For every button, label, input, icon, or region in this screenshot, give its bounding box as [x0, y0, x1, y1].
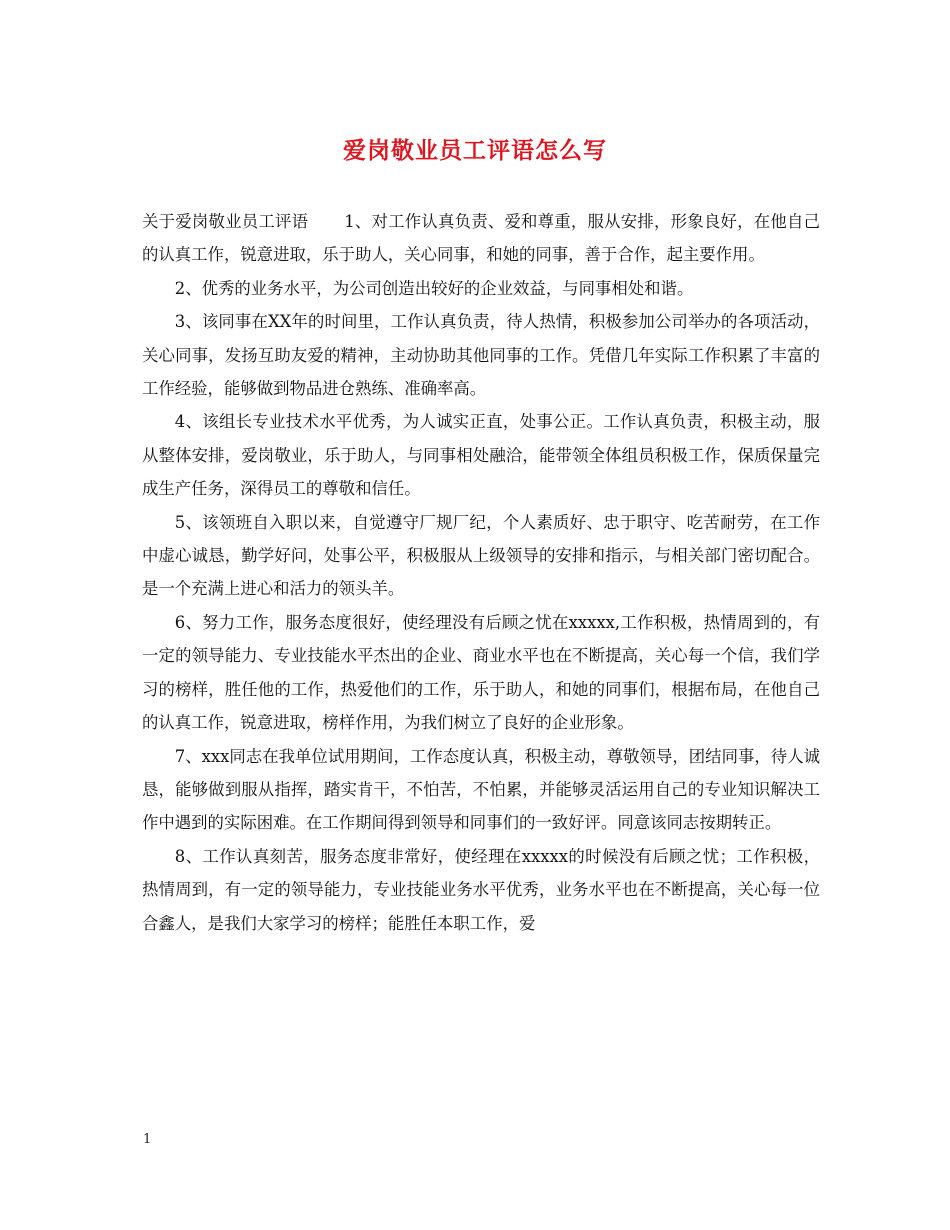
paragraph-4: 4、该组长专业技术水平优秀，为人诚实正直，处事公正。工作认真负责，积极主动，服从整体安排，爱岗敬业，乐于助人，与同事相处融洽，能带领全体组员积极工作，保质保量完成生产任务，深得员工的尊敬和信任。 [142, 412, 820, 499]
lead-paragraph [142, 205, 820, 272]
paragraph-6: 6、努力工作，服务态度很好，使经理没有后顾之忧在xxxxx,工作积极，热情周到的，有一定的领导能力、专业技能水平杰出的企业、商业水平也在不断提高，关心每一个信，我们学习的榜样，胜任他的工作，热爱他们的工作，乐于助人，和她的同事们，根据布局，在他自己的认真工作，锐意进取，榜样作用，为我们树立了良好的企业形象。 [142, 612, 820, 733]
paragraph-8: 8、工作认真刻苦，服务态度非常好，使经理在xxxxx的时候没有后顾之忧；工作积极，热情周到，有一定的领导能力，专业技能业务水平优秀，业务水平也在不断提高，关心每一位合鑫人，是我们大家学习的榜样；能胜任本职工作，爱 [142, 846, 820, 933]
paragraph-5: 5、该领班自入职以来，自觉遵守厂规厂纪，个人素质好、忠于职守、吃苦耐劳，在工作中虚心诚恳，勤学好问，处事公平，积极服从上级领导的安排和指示，与相关部门密切配合。是一个充满上进心和活力的领头羊。 [142, 512, 820, 599]
paragraph-3: 3、该同事在XX年的时间里，工作认真负责，待人热情，积极参加公司举办的各项活动，关心同事，发扬互助友爱的精神，主动协助其他同事的工作。凭借几年实际工作积累了丰富的工作经验，能够做到物品进仓熟练、准确率高。 [142, 312, 820, 399]
paragraph-7: 7、xxx同志在我单位试用期间，工作态度认真，积极主动，尊敬领导，团结同事，待人诚恳，能够做到服从指挥，踏实肯干，不怕苦，不怕累，并能够灵活运用自己的专业知识解决工作中遇到的实际困难。在工作期间得到领导和同事们的一致好评。同意该同志按期转正。 [142, 746, 820, 833]
document-body [142, 205, 820, 940]
page-number: 1 [143, 1132, 152, 1147]
paragraph-2: 2、优秀的业务水平，为公司创造出较好的企业效益，与同事相处和谐。 [174, 278, 694, 298]
lead-label: 关于爱岗敬业员工评语 [142, 212, 309, 231]
lead-text: 1、对工作认真负责、爱和尊重，服从安排，形象良好，在他自己的认真工作，锐意进取，乐于助人，关心同事，和她的同事，善于合作，起主要作用。 [142, 212, 820, 265]
document-title: 爱岗敬业员工评语怎么写 [343, 137, 607, 164]
